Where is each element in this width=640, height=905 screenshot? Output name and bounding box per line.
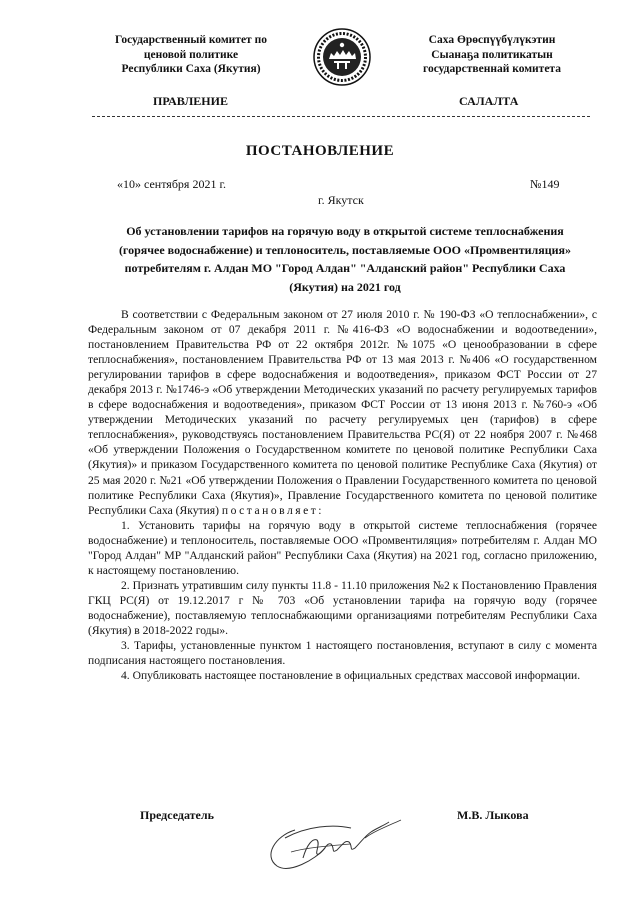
header-left-org bbox=[98, 33, 284, 77]
header-right-line: государственнай комитета bbox=[423, 63, 561, 75]
handwritten-signature bbox=[255, 808, 415, 876]
header-left-line: ценовой политике bbox=[143, 48, 239, 61]
signatory-role: Председатель bbox=[140, 808, 214, 822]
document-subject bbox=[105, 222, 585, 296]
header-divider bbox=[92, 116, 590, 117]
resolution-item: 4. Опубликовать настоящее постановление в официальных средствах массовой информации. bbox=[121, 669, 581, 683]
subject-line: (Якутия) на 2021 год bbox=[289, 279, 401, 294]
header-right-line: Саха Өрөспүүбүлүкэтин bbox=[428, 34, 556, 46]
resolution-item: 3. Тарифы, установленные пунктом 1 настоящего постановления, вступают в силу с момента подписания настоящего постановления. bbox=[88, 639, 597, 668]
subject-line: Об установлении тарифов на горячую воду в открытой системе теплоснабжения bbox=[126, 224, 564, 238]
header-right-org bbox=[396, 33, 588, 77]
preamble-paragraph bbox=[88, 307, 597, 518]
department-left: ПРАВЛЕНИЕ bbox=[153, 94, 228, 108]
resolution-item: 2. Признать утратившим силу пункты 11.8 - 11.10 приложения №2 к Постановлению Правления ГКЦ РС(Я) от 19.12.2017 г № 703 «Об установлении тарифа на горячую воду (горячее водоснабжение), поставляемую теплоснабжающими организациями потребителям Республики Саха (Якутия) в 2018-2022 годы». bbox=[88, 578, 597, 637]
document-body bbox=[88, 307, 597, 683]
subject-line: потребителям г. Алдан МО "Город Алдан" "Алданский район" Республики Саха bbox=[124, 261, 566, 276]
document-city: г. Якутск bbox=[318, 193, 364, 207]
department-right: САЛАЛТА bbox=[459, 94, 519, 108]
signatory-name: М.В. Лыкова bbox=[457, 808, 529, 822]
coat-of-arms-emblem bbox=[312, 25, 372, 89]
document-number: №149 bbox=[530, 177, 560, 191]
resolution-item: 1. Установить тарифы на горячую воду в открытой системе теплоснабжения (горячее водоснабжение) и теплоноситель, поставляемые ООО «Промвентиляция» потребителям г. Алдан МО "Город Алдан" МР "Алданский район" Республики Саха (Якутия) на 2021 год, согласно приложению, к настоящему постановлению. bbox=[88, 518, 597, 577]
header-left-line: Республики Саха (Якутия) bbox=[121, 63, 261, 75]
subject-line: (горячее водоснабжение) и теплоноситель, поставляемые ООО «Промвентиляция» bbox=[118, 242, 572, 257]
document-date: «10» сентября 2021 г. bbox=[117, 177, 227, 191]
preamble-text: В соответствии с Федеральным законом от 27 июля 2010 г. № 190-ФЗ «О теплоснабжении», с Федеральным законом от 07 декабря 2011 г. №416-ФЗ «О водоснабжении и водоотведении», постановлением Правительства РФ от 22 октября 2012г. №1075 «О ценообразовании в сфере теплоснабжения», постановлением Правительства РФ от 13 мая 2013 г. №406 «О государственном регулировании тарифов в сфере водоснабжения и водоотведения», приказом ФСТ России от 27 декабря 2013 г. №1746-э «Об утверждении Методических указаний по расчету регулируемых тарифов в сфере водоснабжения и водоотведения», приказом ФСТ России от 13 июня 2013 г. №760-э «Об утверждении Методических указаний по расчету регулируемых цен (тарифов) в сфере теплоснабжения», руководствуясь постановлением Правительства РС(Я) от 22 ноября 2007 г. №468 «Об утверждении Положения о Государственном комитете по ценовой политике Республики Саха (Якутия)» и приказом Государственного комитета по ценовой политике Республике Саха (Якутия) от 25 мая 2020 г. №21 «Об утверждении Положения о Правлении Государственного комитета по ценовой политике Республики Саха (Якутия)», Правление Государственного комитета по ценовой политике Республики Саха (Якутия) bbox=[88, 308, 597, 517]
header-right-line: Сыанаҕа политикатын bbox=[431, 48, 553, 61]
document-title: ПОСТАНОВЛЕНИЕ bbox=[245, 143, 395, 159]
resolves-word: постановляет: bbox=[221, 503, 325, 517]
header-left-line: Государственный комитет по bbox=[115, 34, 267, 46]
